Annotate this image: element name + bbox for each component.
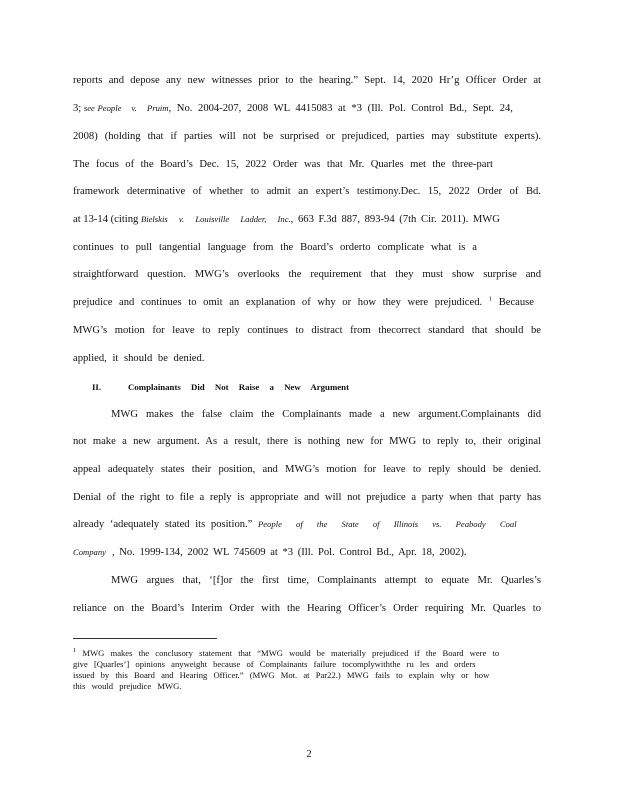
body-line-6-rest: , 663 F.3d 887, 893-94 (7th Cir. 2011). MWG bbox=[290, 214, 500, 225]
section2-line-6-rest: , No. 1999-134, 2002 WL 745609 at *3 (Ill. Pol. Control Bd., Apr. 18, 2002). bbox=[111, 547, 467, 558]
section-number: II. bbox=[92, 382, 102, 392]
body-line-6 bbox=[73, 213, 541, 226]
section2-line-1: MWG makes the false claim the Complainants made a new argument.Complainants did bbox=[111, 409, 541, 420]
body-line-10: MWG’s motion for leave to reply continues to distract from thecorrect standard that should be bbox=[73, 325, 541, 336]
footnote-number: 1 bbox=[73, 648, 77, 655]
footnote-reference: 1 bbox=[488, 296, 493, 303]
body-line-8: straightforward question. MWG’s overlooks the requirement that they must show surprise and bbox=[73, 269, 541, 280]
body-line-6-text: at 13-14 (citing bbox=[73, 214, 141, 225]
footnote-separator bbox=[73, 638, 217, 639]
signal-see: see bbox=[83, 103, 95, 113]
body-line-2-text: 3; bbox=[73, 103, 84, 114]
section2-line-5-text: already ‘adequately stated its position.” bbox=[73, 519, 259, 530]
section2-line-5 bbox=[73, 518, 541, 531]
footnote-line-2: give [Quarles’] opinions anyweight because of Complainants failure tocomplywiththe ru les and orders bbox=[73, 659, 476, 669]
body-line-2 bbox=[73, 102, 541, 115]
section3-line-2: reliance on the Board’s Interim Order with the Hearing Officer’s Order requiring Mr. Quarles to bbox=[73, 603, 541, 614]
case-citation-peabody: People of the State of Illinois vs. Peabody Coal bbox=[258, 519, 517, 529]
body-line-9-text: prejudice and continues to omit an explanation of why or how they were prejudiced. bbox=[73, 297, 483, 308]
page-number: 2 bbox=[306, 749, 312, 760]
body-line-3: 2008) (holding that if parties will not be surprised or prejudiced, parties may substitute experts). bbox=[73, 131, 541, 142]
footnote-line-3: issued by this Board and Hearing Officer.” (MWG Mot. at Par22.) MWG fails to explain why or how bbox=[73, 670, 490, 680]
body-line-7: continues to pull tangential language from the Board’s orderto complicate what is a bbox=[73, 242, 477, 253]
body-line-5: framework determinative of whether to admit an expert’s testimony.Dec. 15, 2022 Order of Bd. bbox=[73, 186, 541, 197]
footnote-line-4: this would prejudice MWG. bbox=[73, 681, 182, 691]
section2-line-3: appeal adequately states their position, and MWG’s motion for leave to reply should be denied. bbox=[73, 464, 541, 475]
body-line-9-after: Because bbox=[492, 297, 534, 308]
section2-line-6 bbox=[73, 546, 541, 559]
body-line-4: The focus of the Board’s Dec. 15, 2022 Order was that Mr. Quarles met the three-part bbox=[73, 159, 493, 170]
body-line-9 bbox=[73, 296, 541, 309]
section-heading bbox=[92, 381, 349, 393]
case-citation-pruim: People v. Pruim bbox=[97, 103, 169, 113]
case-citation-company: Company bbox=[73, 547, 106, 557]
footnote-line-1-text: MWG makes the conclusory statement that “MWG would be materially prejudiced if the Board were to bbox=[82, 648, 500, 658]
section2-line-2: not make a new argument. As a result, there is nothing new for MWG to reply to, their original bbox=[73, 436, 541, 447]
section3-line-1: MWG argues that, ‘[f]or the first time, Complainants attempt to equate Mr. Quarles’s bbox=[111, 575, 541, 586]
case-citation-bielskis: Bielskis v. Louisville Ladder, Inc. bbox=[140, 214, 291, 224]
section-title: Complainants Did Not Raise a New Argument bbox=[128, 382, 350, 392]
body-line-11: applied, it should be denied. bbox=[73, 353, 205, 364]
footnote-line-1 bbox=[73, 648, 533, 659]
body-line-1: reports and depose any new witnesses prior to the hearing.” Sept. 14, 2020 Hr’g Officer Order at bbox=[73, 75, 541, 86]
body-line-2-rest: , No. 2004-207, 2008 WL 4415083 at *3 (Ill. Pol. Control Bd., Sept. 24, bbox=[168, 103, 513, 114]
section2-line-4: Denial of the right to file a reply is appropriate and will not prejudice a party when that party has bbox=[73, 492, 541, 503]
